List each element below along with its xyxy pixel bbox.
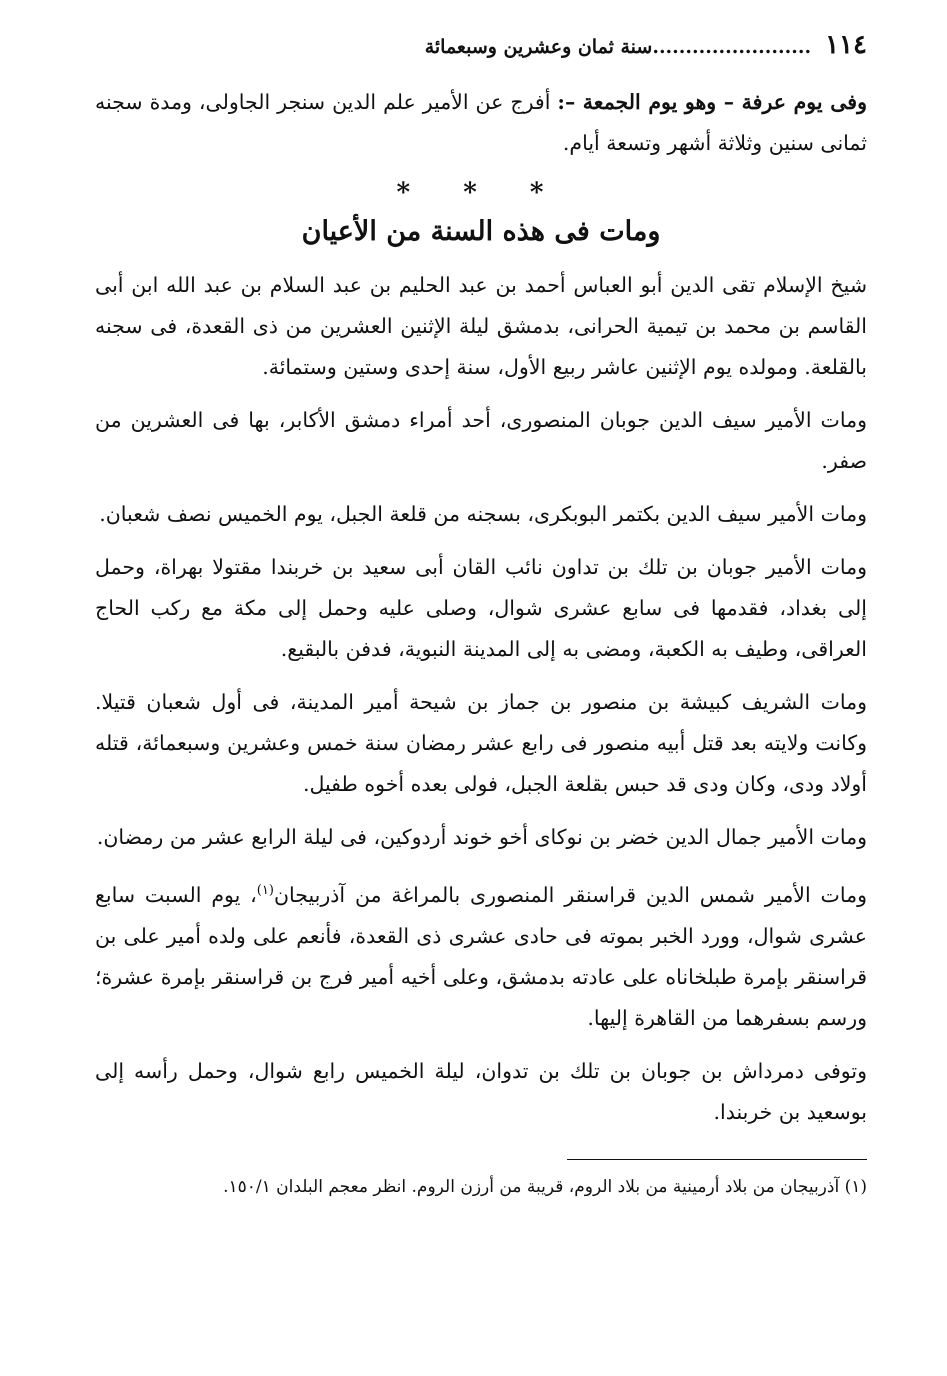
opening-text: أفرج عن الأمير علم الدين سنجر الجاولى، ومدة سجنه ثمانى سنين وثلاثة أشهر وتسعة أيام. <box>95 90 867 155</box>
page-header <box>95 30 867 78</box>
paragraph-baktamur: ومات الأمير سيف الدين بكتمر البوبكرى، بسجنه من قلعة الجبل، يوم الخميس نصف شعبان. <box>99 502 867 526</box>
footnote-reference[interactable]: (١) <box>256 883 274 898</box>
paragraph-jawban-mansuri: ومات الأمير سيف الدين جوبان المنصورى، أحد أمراء دمشق الأكابر، بها فى العشرين من صفر. <box>95 408 867 473</box>
qarasunqur-text-end: ، يوم السبت سابع عشرى شوال، وورد الخبر بموته فى حادى عشرى ذى القعدة، فأنعم على ولده أمير على بن قراسنقر بإمرة طبلخاناه على عادته بدمشق، وعلى أخيه أمير فرج بن قراسنقر بإمرة عشرة؛ ورسم بسفرهما من القاهرة إليها. <box>95 882 867 1030</box>
book-page <box>95 30 867 1350</box>
running-title: ........................سنة ثمان وعشرين وسبعمائة <box>424 36 812 58</box>
section-separator: * * * <box>396 178 566 208</box>
footnote: (١) آذربيجان من بلاد أرمينية من بلاد الروم، قريبة من أرزن الروم. انظر معجم البلدان ١٥٠/١. <box>223 1176 867 1197</box>
paragraph-ibn-taymiyya: شيخ الإسلام تقى الدين أبو العباس أحمد بن عبد الحليم بن عبد السلام بن عبد الله ابن أبى القاسم بن محمد بن تيمية الحرانى، بدمشق ليلة الإثنين العشرين من ذى القعدة، فى سجنه بالقلعة. ومولده يوم الإثنين عاشر ربيع الأول، سنة إحدى وستين وستمائة. <box>95 273 867 379</box>
paragraph-damurdash: وتوفى دمرداش بن جوبان بن تلك بن تدوان، ليلة الخميس رابع شوال، وحمل رأسه إلى بوسعيد بن خربندا. <box>95 1058 867 1124</box>
qarasunqur-text-start: ومات الأمير شمس الدين قراسنقر المنصورى بالمراغة من آذربيجان <box>273 882 867 907</box>
opening-paragraph <box>95 82 867 164</box>
paragraph-khidr: ومات الأمير جمال الدين خضر بن نوكاى أخو خوند أردوكين، فى ليلة الرابع عشر من رمضان. <box>96 825 867 849</box>
page-number: ١١٤ <box>825 30 867 60</box>
opening-lead: وفى يوم عرفة – وهو يوم الجمعة –: <box>557 90 867 114</box>
section-heading: ومات فى هذه السنة من الأعيان <box>301 216 661 247</box>
paragraph-kubaysha: ومات الشريف كبيشة بن منصور بن جماز بن شيحة أمير المدينة، فى أول شعبان قتيلا. وكانت ولايته بعد قتل أبيه منصور فى رابع عشر رمضان سنة خمس وعشرين وسبعمائة، قتله أولاد ودى، وكان ودى قد حبس بقلعة الجبل، فولى بعده أخوه طفيل. <box>95 690 867 796</box>
paragraph-qarasunqur <box>95 870 867 1039</box>
paragraph-jawban-tilik: ومات الأمير جوبان بن تلك بن تداون نائب القان أبى سعيد بن خربندا مقتولا بهراة، وحمل إلى بغداد، فقدمها فى سابع عشرى شوال، وصلى عليه وحمل إلى مكة مع ركب الحاج العراقى، وطيف به الكعبة، ومضى به إلى المدينة النبوية، فدفن بالبقيع. <box>95 555 867 661</box>
footnote-divider <box>567 1159 867 1160</box>
